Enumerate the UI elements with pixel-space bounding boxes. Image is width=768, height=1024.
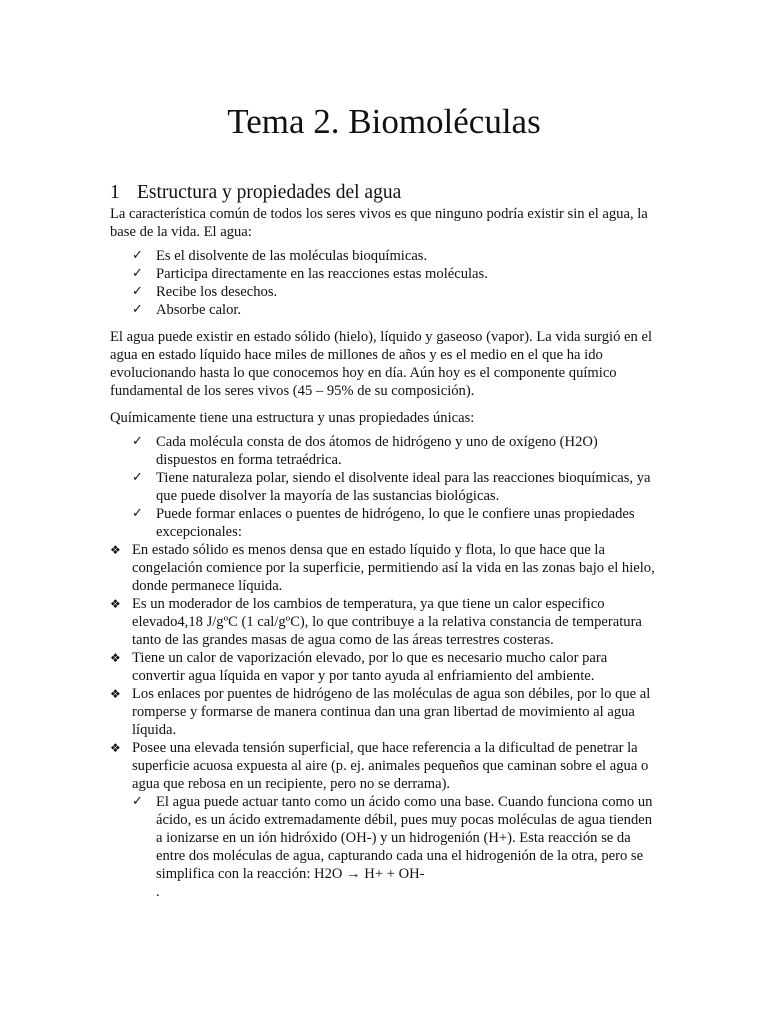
check-icon: ✓ xyxy=(132,434,143,449)
structure-list xyxy=(110,433,662,541)
list-item: . xyxy=(156,884,160,900)
list-item: ❖ Es un moderador de los cambios de temperatura, ya que tiene un calor especifico elevado4,18 J/gºC (1 cal/gºC), lo que contribuye a la relativa constancia de temperatura tanto de las grandes masas de agua como de las áreas terrestres costeras. xyxy=(110,596,642,648)
list-item: ✓ Es el disolvente de las moléculas bioquímicas. xyxy=(132,248,428,264)
section-number: 1 xyxy=(110,182,120,203)
check-icon: ✓ xyxy=(132,302,143,317)
trailing-list xyxy=(110,883,662,901)
structure-paragraph: Químicamente tiene una estructura y unas propiedades únicas: xyxy=(110,410,475,426)
list-item: ❖ Posee una elevada tensión superficial, que hace referencia a la dificultad de penetrar la superficie acuosa expuesta al aire (p. ej. animales pequeños que caminan sobre el agua o agua que rebosa en un recipiente, pero no se derrama). xyxy=(110,740,649,792)
list-item: ❖ Tiene un calor de vaporización elevado, por lo que es necesario mucho calor para convertir agua líquida en vapor y por tanto ayuda al enfriamiento del ambiente. xyxy=(110,650,608,684)
states-paragraph: El agua puede existir en estado sólido (hielo), líquido y gaseoso (vapor). La vida surgió en el agua en estado líquido hace miles de millones de años y es el medio en el que ha ido evolucionando hasta lo que conocemos hoy en día. Aún hoy es el componente químico fundamental de los seres vivos (45 – 95% de su composición). xyxy=(110,329,652,399)
diamond-bullet-icon: ❖ xyxy=(110,687,121,701)
diamond-bullet-icon: ❖ xyxy=(110,543,121,557)
list-item: ❖ En estado sólido es menos densa que en estado líquido y flota, lo que hace que la congelación comience por la superficie, permitiendo así la vida en las zonas bajo el hielo, donde permanece líquida. xyxy=(110,542,655,594)
list-item: ✓ Cada molécula consta de dos átomos de hidrógeno y uno de oxígeno (H2O) dispuestos en forma tetraédrica. xyxy=(132,434,598,468)
list-item: ✓ Participa directamente en las reacciones estas moléculas. xyxy=(132,266,488,282)
water-functions-list xyxy=(110,247,662,319)
check-icon: ✓ xyxy=(132,266,143,281)
diamond-bullet-icon: ❖ xyxy=(110,651,121,665)
list-item: ✓ El agua puede actuar tanto como un ácido como una base. Cuando funciona como un ácido, es un ácido extremadamente débil, pues muy pocas moléculas de agua tienden a ionizarse en un ión hidróxido (OH-) y un hidrogenión (H+). Esta reacción se da entre dos moléculas de agua, capturando cada una el hidrogenión de la otra, pero se simplifica con la reacción: H2O → H+ + OH- xyxy=(132,794,653,882)
diamond-bullet-icon: ❖ xyxy=(110,597,121,611)
list-item: ✓ Recibe los desechos. xyxy=(132,284,278,300)
check-icon: ✓ xyxy=(132,506,143,521)
list-item: ✓ Absorbe calor. xyxy=(132,302,242,318)
properties-list xyxy=(110,541,662,793)
page-title: Tema 2. Biomoléculas xyxy=(227,102,541,141)
check-icon: ✓ xyxy=(132,470,143,485)
diamond-bullet-icon: ❖ xyxy=(110,741,121,755)
check-icon: ✓ xyxy=(132,248,143,263)
list-item: ✓ Puede formar enlaces o puentes de hidrógeno, lo que le confiere unas propiedades excepcionales: xyxy=(132,506,635,540)
acid-base-list xyxy=(110,793,662,883)
intro-paragraph: La característica común de todos los seres vivos es que ninguno podría existir sin el agua, la base de la vida. El agua: xyxy=(110,206,648,240)
check-icon: ✓ xyxy=(132,794,143,809)
section-heading xyxy=(110,181,401,205)
section-title: Estructura y propiedades del agua xyxy=(137,182,402,203)
check-icon: ✓ xyxy=(132,284,143,299)
list-item: ❖ Los enlaces por puentes de hidrógeno de las moléculas de agua son débiles, por lo que al romperse y formarse de manera continua dan una gran libertad de movimiento al agua líquida. xyxy=(110,686,651,738)
document-body xyxy=(110,205,662,901)
list-item: ✓ Tiene naturaleza polar, siendo el disolvente ideal para las reacciones bioquímicas, ya que puede disolver la mayoría de las sustancias biológicas. xyxy=(132,470,651,504)
